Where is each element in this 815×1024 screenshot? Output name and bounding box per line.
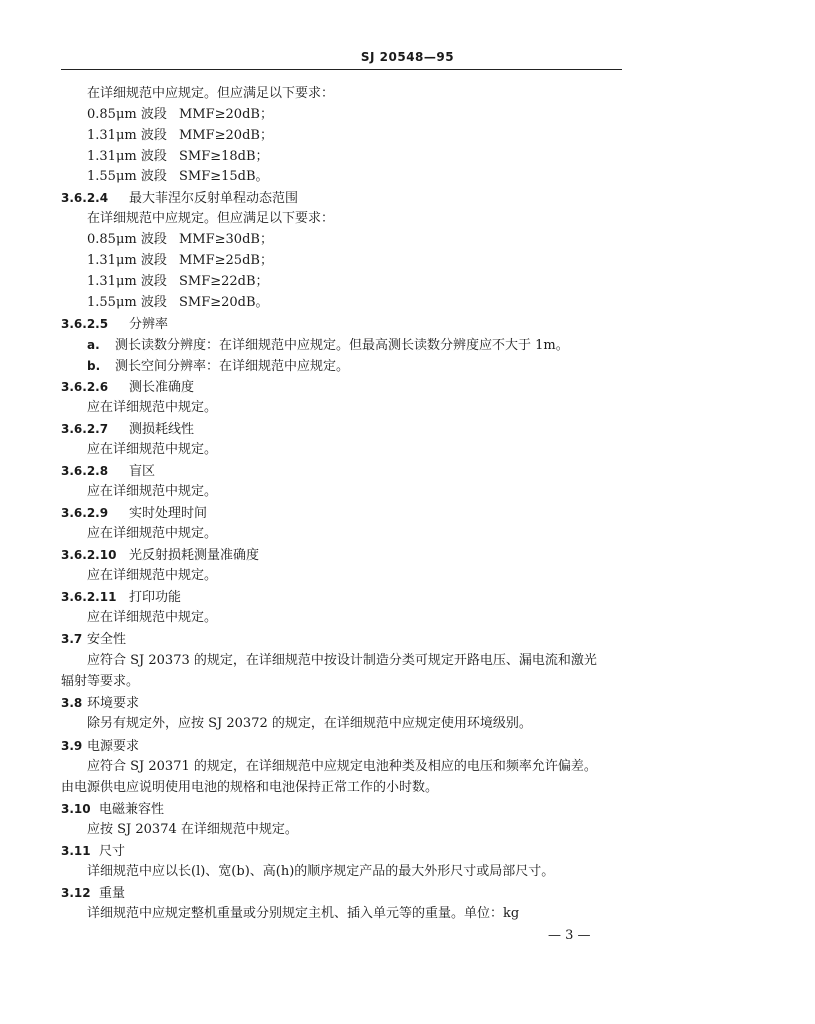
section-title: 尺寸 (99, 844, 126, 859)
section-title: 环境要求 (87, 696, 140, 711)
section-number: 3.8 (61, 696, 83, 710)
paragraph-line: 由电源供电应说明使用电池的规格和电池保持正常工作的小时数。 (61, 780, 439, 795)
section-title: 分辨率 (129, 317, 169, 332)
section-heading (0, 736, 815, 756)
section-number: 3.6.2.10 (61, 548, 117, 562)
requirement-line (0, 126, 815, 146)
section-title: 测损耗线性 (129, 422, 195, 437)
requirement-line (0, 293, 815, 313)
document-number-header: SJ 20548—95 (360, 50, 455, 64)
section-heading (0, 799, 815, 819)
section-number: 3.12 (61, 886, 91, 900)
section-title: 盲区 (129, 464, 156, 479)
requirement-line (0, 251, 815, 271)
section-number: 3.6.2.5 (61, 317, 109, 331)
paragraph-line: 除另有规定外，应按 SJ 20372 的规定，在详细规范中应规定使用环境级别。 (87, 716, 532, 731)
band-label: 1.31μm 波段 (87, 274, 167, 289)
band-label: 0.85μm 波段 (87, 107, 167, 122)
requirement-line (0, 230, 815, 250)
paragraph-line: 应在详细规范中规定。 (87, 400, 218, 415)
section-heading (0, 314, 815, 334)
band-value: SMF≥18dB； (179, 149, 269, 164)
section-number: 3.6.2.7 (61, 422, 109, 436)
section-title: 最大菲涅尔反射单程动态范围 (129, 191, 299, 206)
band-value: MMF≥20dB； (179, 128, 273, 143)
requirement-line (0, 105, 815, 125)
section-title: 打印功能 (129, 590, 182, 605)
section-heading (0, 693, 815, 713)
band-value: SMF≥22dB； (179, 274, 269, 289)
paragraph-line: 应符合 SJ 20371 的规定，在详细规范中应规定电池种类及相应的电压和频率允许偏差。 (87, 759, 597, 774)
requirement-line (0, 272, 815, 292)
section-title: 重量 (99, 886, 126, 901)
paragraph-line: 应在详细规范中规定。 (87, 484, 218, 499)
band-value: MMF≥30dB； (179, 232, 273, 247)
requirement-line (0, 147, 815, 167)
section-number: 3.6.2.8 (61, 464, 109, 478)
band-value: MMF≥20dB； (179, 107, 273, 122)
band-label: 1.31μm 波段 (87, 128, 167, 143)
section-title: 光反射损耗测量准确度 (129, 548, 260, 563)
band-value: MMF≥25dB； (179, 253, 273, 268)
band-label: 1.31μm 波段 (87, 149, 167, 164)
band-value: SMF≥20dB。 (179, 295, 269, 310)
section-heading (0, 461, 815, 481)
section-title: 电源要求 (87, 739, 140, 754)
list-text: 测长读数分辨度：在详细规范中应规定。但最高测长读数分辨度应不大于 1m。 (115, 338, 569, 353)
paragraph-line: 应在详细规范中规定。 (87, 442, 218, 457)
section-number: 3.6.2.4 (61, 191, 109, 205)
section-number: 3.7 (61, 632, 83, 646)
section-heading (0, 587, 815, 607)
section-number: 3.6.2.9 (61, 506, 109, 520)
section-number: 3.6.2.11 (61, 590, 117, 604)
section-title: 测长准确度 (129, 380, 195, 395)
section-heading (0, 545, 815, 565)
header-rule (61, 69, 622, 70)
band-label: 0.85μm 波段 (87, 232, 167, 247)
section-title: 实时处理时间 (129, 506, 208, 521)
paragraph-line: 在详细规范中应规定。但应满足以下要求： (87, 211, 335, 226)
section-number: 3.11 (61, 844, 91, 858)
section-heading (0, 377, 815, 397)
paragraph-line: 应在详细规范中规定。 (87, 610, 218, 625)
band-label: 1.55μm 波段 (87, 169, 167, 184)
paragraph-line: 应按 SJ 20374 在详细规范中规定。 (87, 822, 298, 837)
list-text: 测长空间分辨率：在详细规范中应规定。 (115, 359, 350, 374)
list-item (0, 356, 815, 376)
section-number: 3.9 (61, 739, 83, 753)
list-item (0, 335, 815, 355)
paragraph-line: 详细规范中应规定整机重量或分别规定主机、插入单元等的重量。单位：kg (87, 906, 520, 921)
band-label: 1.55μm 波段 (87, 295, 167, 310)
section-heading (0, 841, 815, 861)
section-number: 3.6.2.6 (61, 380, 109, 394)
section-number: 3.10 (61, 802, 91, 816)
band-value: SMF≥15dB。 (179, 169, 269, 184)
section-heading (0, 883, 815, 903)
section-heading (0, 503, 815, 523)
page-number: — 3 — (548, 928, 591, 943)
section-heading (0, 188, 815, 208)
section-heading (0, 419, 815, 439)
paragraph-line: 应在详细规范中规定。 (87, 526, 218, 541)
requirement-line (0, 167, 815, 187)
paragraph-line: 在详细规范中应规定。但应满足以下要求： (87, 86, 335, 101)
section-title: 安全性 (87, 632, 127, 647)
section-heading (0, 629, 815, 649)
list-marker: b. (87, 359, 101, 373)
paragraph-line: 应在详细规范中规定。 (87, 568, 218, 583)
list-marker: a. (87, 338, 100, 352)
paragraph-line: 应符合 SJ 20373 的规定，在详细规范中按设计制造分类可规定开路电压、漏电流和激光 (87, 653, 597, 668)
section-title: 电磁兼容性 (99, 802, 165, 817)
paragraph-line: 辐射等要求。 (61, 674, 140, 689)
band-label: 1.31μm 波段 (87, 253, 167, 268)
paragraph-line: 详细规范中应以长(l)、宽(b)、高(h)的顺序规定产品的最大外形尺寸或局部尺寸。 (87, 864, 555, 879)
